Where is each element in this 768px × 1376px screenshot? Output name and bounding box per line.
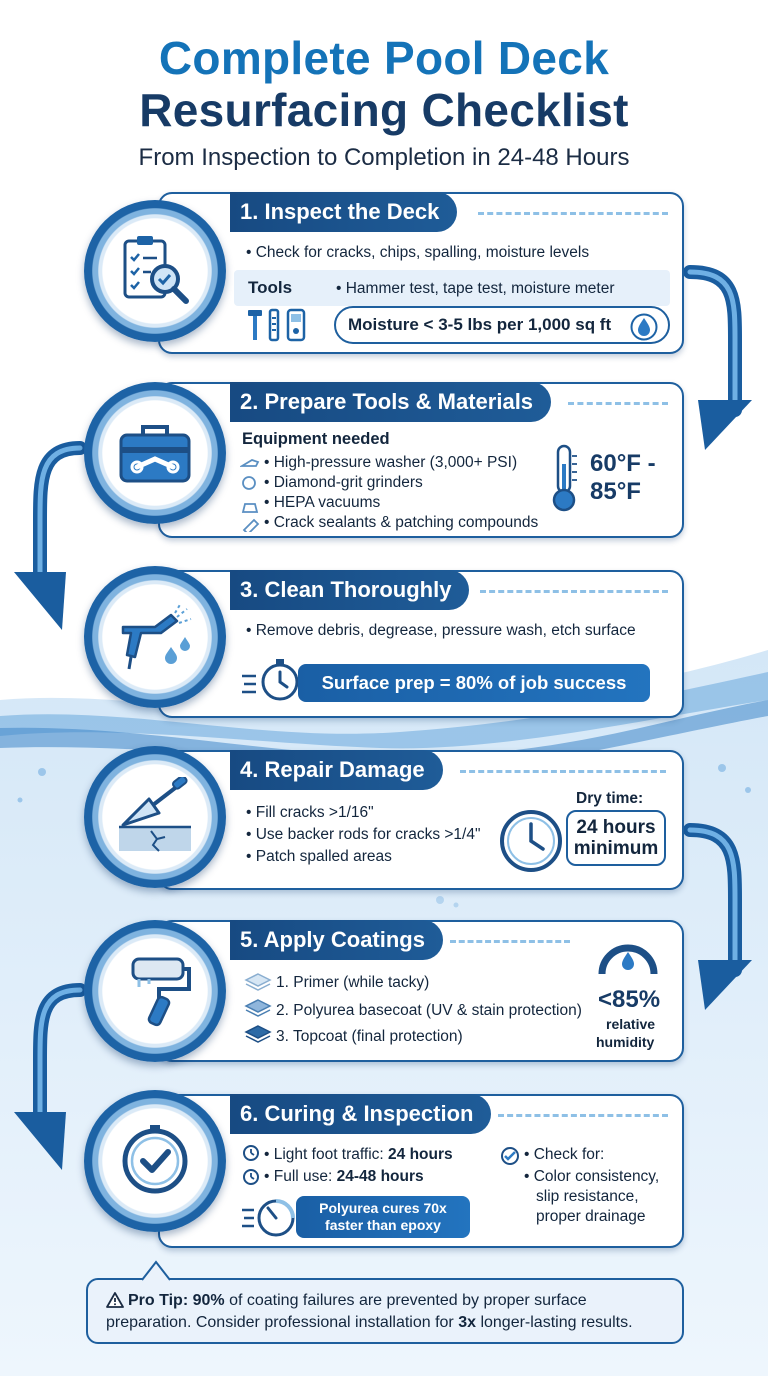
pro-tip-multiplier: 3x <box>458 1314 476 1331</box>
temp-range-line2: 85°F <box>590 478 641 505</box>
step-1-bullet: • Check for cracks, chips, spalling, moisture levels <box>246 244 590 261</box>
pressure-washer-gun-icon <box>115 597 195 677</box>
cure-item-1-label: • Light foot traffic: <box>264 1146 389 1163</box>
clock-icon <box>244 1146 258 1160</box>
equipment-item-4: • Crack sealants & patching compounds <box>264 514 539 531</box>
repair-bullet-2: • Use backer rods for cracks >1/4" <box>246 826 481 843</box>
layers-icon <box>246 1026 270 1042</box>
stopwatch-icon <box>240 658 304 702</box>
checkmark-circle-icon <box>500 1146 520 1166</box>
step-1-card <box>158 192 684 354</box>
repair-bullet-1: • Fill cracks >1/16" <box>246 804 374 821</box>
humidity-line2: humidity <box>596 1034 655 1050</box>
clock-icon <box>498 808 564 874</box>
dry-time-line1: 24 hours <box>576 817 656 838</box>
equipment-label: Equipment needed <box>242 430 390 448</box>
temp-range-line1: 60°F - <box>590 450 656 477</box>
step-3-card <box>158 570 684 718</box>
grinder-icon <box>243 477 255 489</box>
equipment-item-2: • Diamond-grit grinders <box>264 474 423 491</box>
sealant-icon <box>244 520 258 532</box>
tools-bullet: • Hammer test, tape test, moisture meter <box>336 280 615 297</box>
polyurea-callout <box>296 1196 470 1238</box>
step-2-icon-disc <box>84 382 226 524</box>
clock-icons <box>242 1144 260 1188</box>
cure-item-2-value: 24-48 hours <box>336 1168 424 1185</box>
step-1-icon-disc <box>84 200 226 342</box>
divider <box>450 940 570 943</box>
moisture-callout-text: Moisture < 3-5 lbs per 1,000 sq ft <box>348 315 612 334</box>
humidity-value: <85% <box>598 986 661 1013</box>
hammer-icon <box>248 310 262 340</box>
coating-step-2: 2. Polyurea basecoat (UV & stain protection) <box>276 1002 582 1019</box>
humidity-line1: relative <box>606 1016 656 1032</box>
pro-tip-box <box>86 1278 684 1344</box>
step-1-title: 1. Inspect the Deck <box>230 192 457 232</box>
page-subtitle: From Inspection to Completion in 24-48 Hours <box>138 144 630 171</box>
check-item-3: proper drainage <box>536 1208 646 1225</box>
check-label: • Check for: <box>524 1146 605 1163</box>
thermometer-icon <box>548 442 580 514</box>
step-6-title: 6. Curing & Inspection <box>230 1094 491 1134</box>
check-item-2: slip resistance, <box>536 1188 639 1205</box>
divider <box>460 770 666 773</box>
paint-roller-icon <box>115 951 195 1031</box>
warning-icon <box>106 1292 124 1308</box>
step-3-bullet: • Remove debris, degrease, pressure wash, etch surface <box>246 622 636 639</box>
divider <box>498 1114 668 1117</box>
cure-item-2 <box>264 1168 424 1186</box>
vacuum-icon <box>243 504 257 512</box>
tools-label: Tools <box>248 278 293 297</box>
divider <box>568 402 668 405</box>
cure-item-2-label: • Full use: <box>264 1168 337 1185</box>
step-5-card <box>158 920 684 1062</box>
equipment-icons <box>240 454 262 532</box>
clipboard-magnifier-icon <box>115 231 195 311</box>
divider <box>480 590 668 593</box>
surface-prep-callout: Surface prep = 80% of job success <box>298 664 650 702</box>
pro-tip-line1 <box>106 1290 670 1312</box>
pro-tip-text3: longer-lasting results. <box>476 1314 633 1331</box>
step-5-icon-disc <box>84 920 226 1062</box>
pro-tip-line2 <box>106 1312 670 1334</box>
step-4-icon-disc <box>84 746 226 888</box>
cure-item-1 <box>264 1146 453 1164</box>
water-drop-icon <box>630 313 658 341</box>
step-2-title: 2. Prepare Tools & Materials <box>230 382 551 422</box>
tape-measure-icon <box>270 310 278 340</box>
toolbox-icon <box>115 413 195 493</box>
dry-time-label: Dry time: <box>576 790 644 807</box>
moisture-callout <box>334 306 670 344</box>
dry-time-callout <box>566 810 666 866</box>
cure-item-1-value: 24 hours <box>388 1146 453 1163</box>
clock-icon <box>244 1170 258 1184</box>
page-title-line1: Complete Pool Deck <box>158 32 610 84</box>
layers-icons <box>244 972 272 1052</box>
step-6-card <box>158 1094 684 1248</box>
humidity-gauge-icon <box>596 938 660 978</box>
step-3-title: 3. Clean Thoroughly <box>230 570 469 610</box>
layers-icon <box>246 974 270 990</box>
step-4-title: 4. Repair Damage <box>230 750 443 790</box>
coating-step-1: 1. Primer (while tacky) <box>276 974 430 991</box>
equipment-item-3: • HEPA vacuums <box>264 494 381 511</box>
coating-step-3: 3. Topcoat (final protection) <box>276 1028 463 1045</box>
speedometer-icon <box>240 1194 298 1238</box>
dry-time-line2: minimum <box>573 838 659 859</box>
pro-tip-text1: of coating failures are prevented by proper surface <box>224 1292 587 1309</box>
tool-icons <box>246 306 310 344</box>
step-3-icon-disc <box>84 566 226 708</box>
check-item-1: • Color consistency, <box>524 1168 660 1185</box>
pro-tip-percent: 90% <box>192 1292 225 1309</box>
step-4-card <box>158 750 684 890</box>
page-title-line2: Resurfacing Checklist <box>139 84 629 136</box>
divider <box>478 212 668 215</box>
moisture-meter-icon <box>288 310 304 340</box>
equipment-item-1: • High-pressure washer (3,000+ PSI) <box>264 454 518 471</box>
polyurea-callout-line1: Polyurea cures 70x <box>319 1200 447 1216</box>
protip-pointer <box>140 1260 174 1282</box>
step-5-title: 5. Apply Coatings <box>230 920 443 960</box>
step-2-card <box>158 382 684 538</box>
pro-tip-label: Pro Tip: <box>128 1292 189 1309</box>
trowel-crack-icon <box>115 777 195 857</box>
layers-icon <box>246 1000 270 1016</box>
step-6-icon-disc <box>84 1090 226 1232</box>
pro-tip-text2: preparation. Consider professional installation for <box>106 1314 459 1331</box>
pressure-washer-icon <box>242 460 258 466</box>
repair-bullet-3: • Patch spalled areas <box>246 848 392 865</box>
polyurea-callout-line2: faster than epoxy <box>325 1217 441 1233</box>
check-clock-icon <box>115 1121 195 1201</box>
